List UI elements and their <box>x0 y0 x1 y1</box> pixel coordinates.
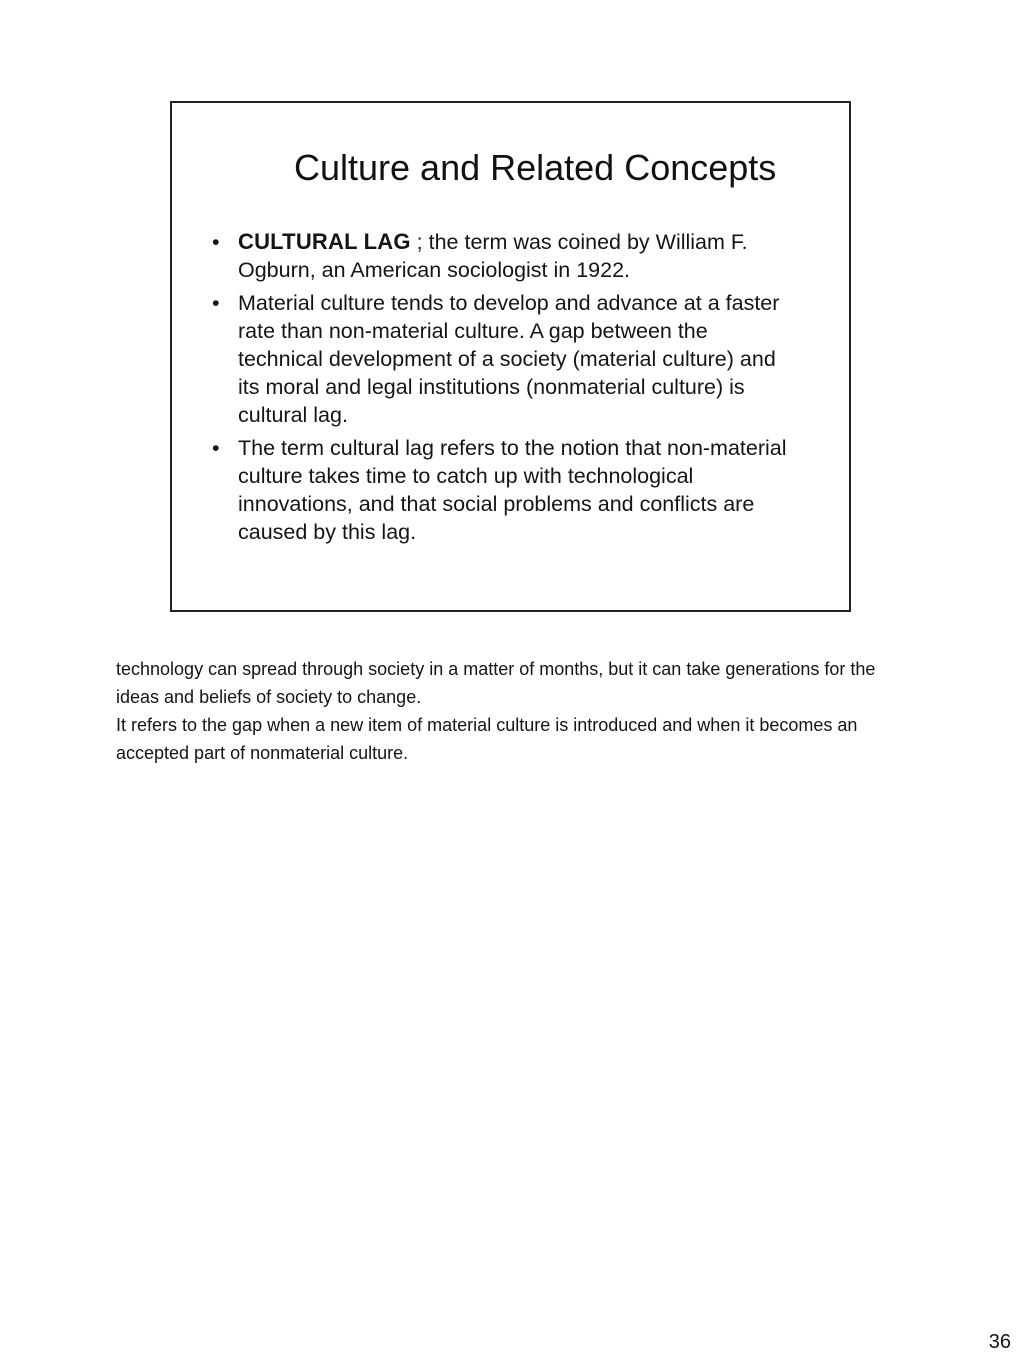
term-cultural-lag: CULTURAL LAG <box>238 229 411 254</box>
bullet-text: ; the term was coined by William F. Ogburn, an American sociologist in 1922. <box>238 230 748 282</box>
page-number: 36 <box>988 1331 1011 1353</box>
bullet-text: The term cultural lag refers to the notion that non-material culture takes time to catch up with technological innovations, and that social problems and conflicts are caused by this lag. <box>238 436 787 544</box>
bullet-list <box>212 228 792 551</box>
bullet-icon: • <box>212 291 220 315</box>
slide-frame <box>170 101 851 612</box>
slide-title: Culture and Related Concepts <box>294 147 777 188</box>
bullet-icon: • <box>212 230 220 254</box>
bullet-text: Material culture tends to develop and advance at a faster rate than non-material culture. A gap between the technical development of a society (material culture) and its moral and legal institutions (nonmaterial culture) is cultural lag. <box>238 291 780 427</box>
bullet-item <box>212 228 792 284</box>
bullet-item <box>212 434 792 546</box>
bullet-icon: • <box>212 436 220 460</box>
notes-paragraph: technology can spread through society in a matter of months, but it can take generations for the ideas and beliefs of society to change. <box>116 659 876 707</box>
speaker-notes <box>116 655 876 767</box>
notes-paragraph: It refers to the gap when a new item of material culture is introduced and when it becomes an accepted part of nonmaterial culture. <box>116 715 858 763</box>
bullet-item <box>212 289 792 429</box>
